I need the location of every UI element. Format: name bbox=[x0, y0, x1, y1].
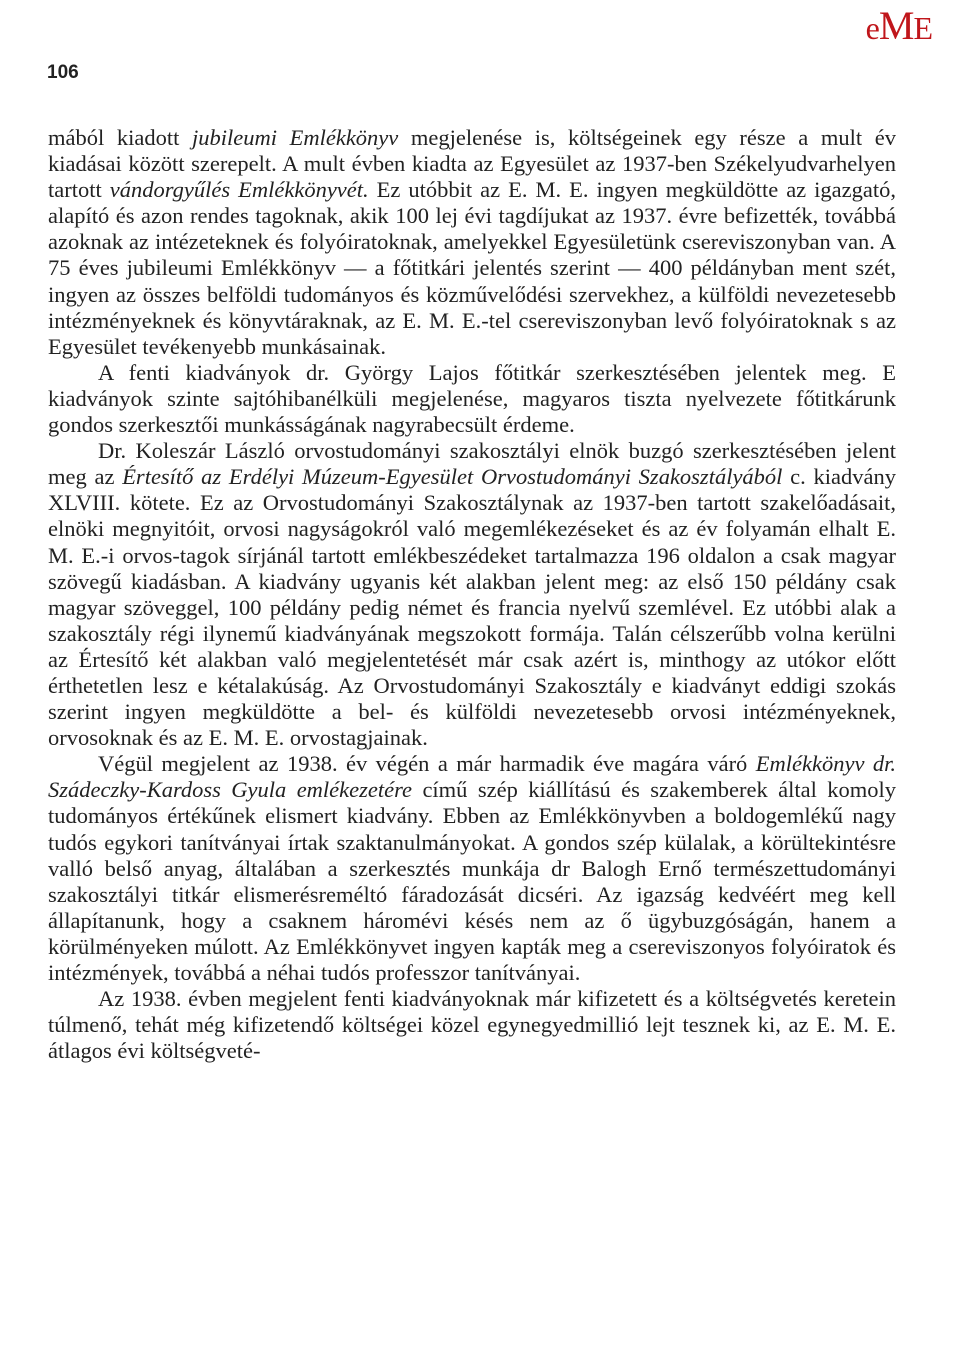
paragraph-text: A fenti kiadványok dr. György Lajos főtitkár szerkesztésében jelentek meg. E kiadványok szinte sajtóhibanélküli megjelenése, magyaros tiszta nyelvezete főtitkárunk gondos szerkesztői munkásságának nagyrabecsült érdeme. bbox=[48, 359, 896, 438]
italic-title-text: Emlékkönyv dr. Szádeczky-Kardoss Gyula emlékezetére bbox=[48, 751, 896, 803]
paragraph-text: Dr. Koleszár László orvostudományi szakosztályi elnök buzgó szerkesztésében jelent meg az bbox=[48, 438, 896, 490]
paragraph bbox=[48, 751, 896, 986]
paragraph-text: Végül megjelent az 1938. év végén a már harmadik éve magára váró bbox=[98, 751, 756, 777]
paragraph bbox=[48, 986, 896, 1064]
paragraph bbox=[48, 438, 896, 751]
paragraph bbox=[48, 360, 896, 438]
italic-title-text: vándorgyűlés Emlékkönyvét. bbox=[109, 177, 369, 203]
paragraph bbox=[48, 125, 896, 360]
paragraph-text: Az 1938. évben megjelent fenti kiadványoknak már kifizetett és a költségvetés keretein túlmenő, tehát még kifizetendő költségei közel egynegyedmillió lejt tesznek ki, az E. M. E. átlagos évi költségveté- bbox=[48, 986, 896, 1064]
italic-title-text: jubileumi Emlékkönyv bbox=[191, 125, 399, 150]
italic-title-text: Értesítő az Erdélyi Múzeum-Egyesület Orvostudományi Szakosztályából bbox=[122, 464, 783, 490]
page-number: 106 bbox=[47, 62, 79, 83]
paragraph-text: megjelenése is, költségeinek egy része a mult év kiadásai között szerepelt. A mult évben kiadta az Egyesület az 1937-ben Székelyudvarhelyen tartott bbox=[48, 125, 896, 203]
paragraph-text: c. kiadvány XLVIII. kötete. Ez az Orvostudományi Szakosztálynak az 1937-ben tartott szakelőadásait, elnöki megnyitóit, orvosi nagyságokról való megemlékezéseket és az év folyamán elhalt E. M. E.-i orvos-tagok sírjánál tartott emlékbeszédeket tartalmazza 196 oldalon a csak magyar szövegű kiadásban. A kiadvány ugyanis két alakban jelent meg: az első 150 példány csak magyar szöveggel, 100 példány pedig német és francia nyelvű szemlével. Ez utóbbi alak a szakosztály régi ilynemű kiadványának megszokott formája. Talán célszerűbb volna kerülni az Értesítő két alakban való megjelentetését már csak azért is, minthogy az utókor előtt érthetetlen lesz e kétalakúság. Az Orvostudományi Szakosztály e kiadványt eddigi szokás szerint ingyen megküldötte a bel- és külföldi nevezetesebb orvosi intézményeknek, orvosoknak és az E. M. E. orvostagjainak. bbox=[48, 464, 896, 751]
page-body-text bbox=[48, 125, 896, 1064]
paragraph-text: Ez utóbbit az E. M. E. ingyen megküldötte az igazgató, alapító és azon rendes tagoknak, akik 100 lej évi tagdíjukat az 1937. évre befizették, továbbá azoknak az intézeteknek és folyóiratoknak, amelyekkel Egyesületünk csereviszonyban van. A 75 éves jubileumi Emlékkönyv — a főtitkári jelentés szerint — 400 példányban ment szét, ingyen az összes belföldi tudományos és közművelődési szervekhez, a külföldi nevezetesebb intézményeknek és könyvtáraknak, az E. M. E.-tel csereviszonyban levő folyóiratoknak s az Egyesület tevékenyebb munkásainak. bbox=[48, 177, 896, 359]
paragraph-text: című szép kiállítású és szakemberek által komoly tudományos értékűnek elismert kiadvány. Ebben az Emlékkönyvben a boldogemlékű nagy tudós egykori tanítványai írtak szaktanulmányokat. A gondos szép külalak, a körültekintésre valló belső anyag, általában a szerkesztés munkája dr Balogh Ernő természettudományi szakosztályi titkár elismerésreméltó fáradozását dicséri. Az igazság kedvéért meg kell állapítanunk, hogy a csaknem háromévi késés nem az ő ügybuzgóságán, hanem a körülményeken múlott. Az Emlékkönyvet ingyen kapták meg a csereviszonyos folyóiratok és intézmények, továbbá a néhai tudós professzor tanítványai. bbox=[48, 777, 896, 985]
publisher-logo: eME bbox=[865, 3, 932, 48]
paragraph-text: mából kiadott bbox=[48, 125, 192, 150]
